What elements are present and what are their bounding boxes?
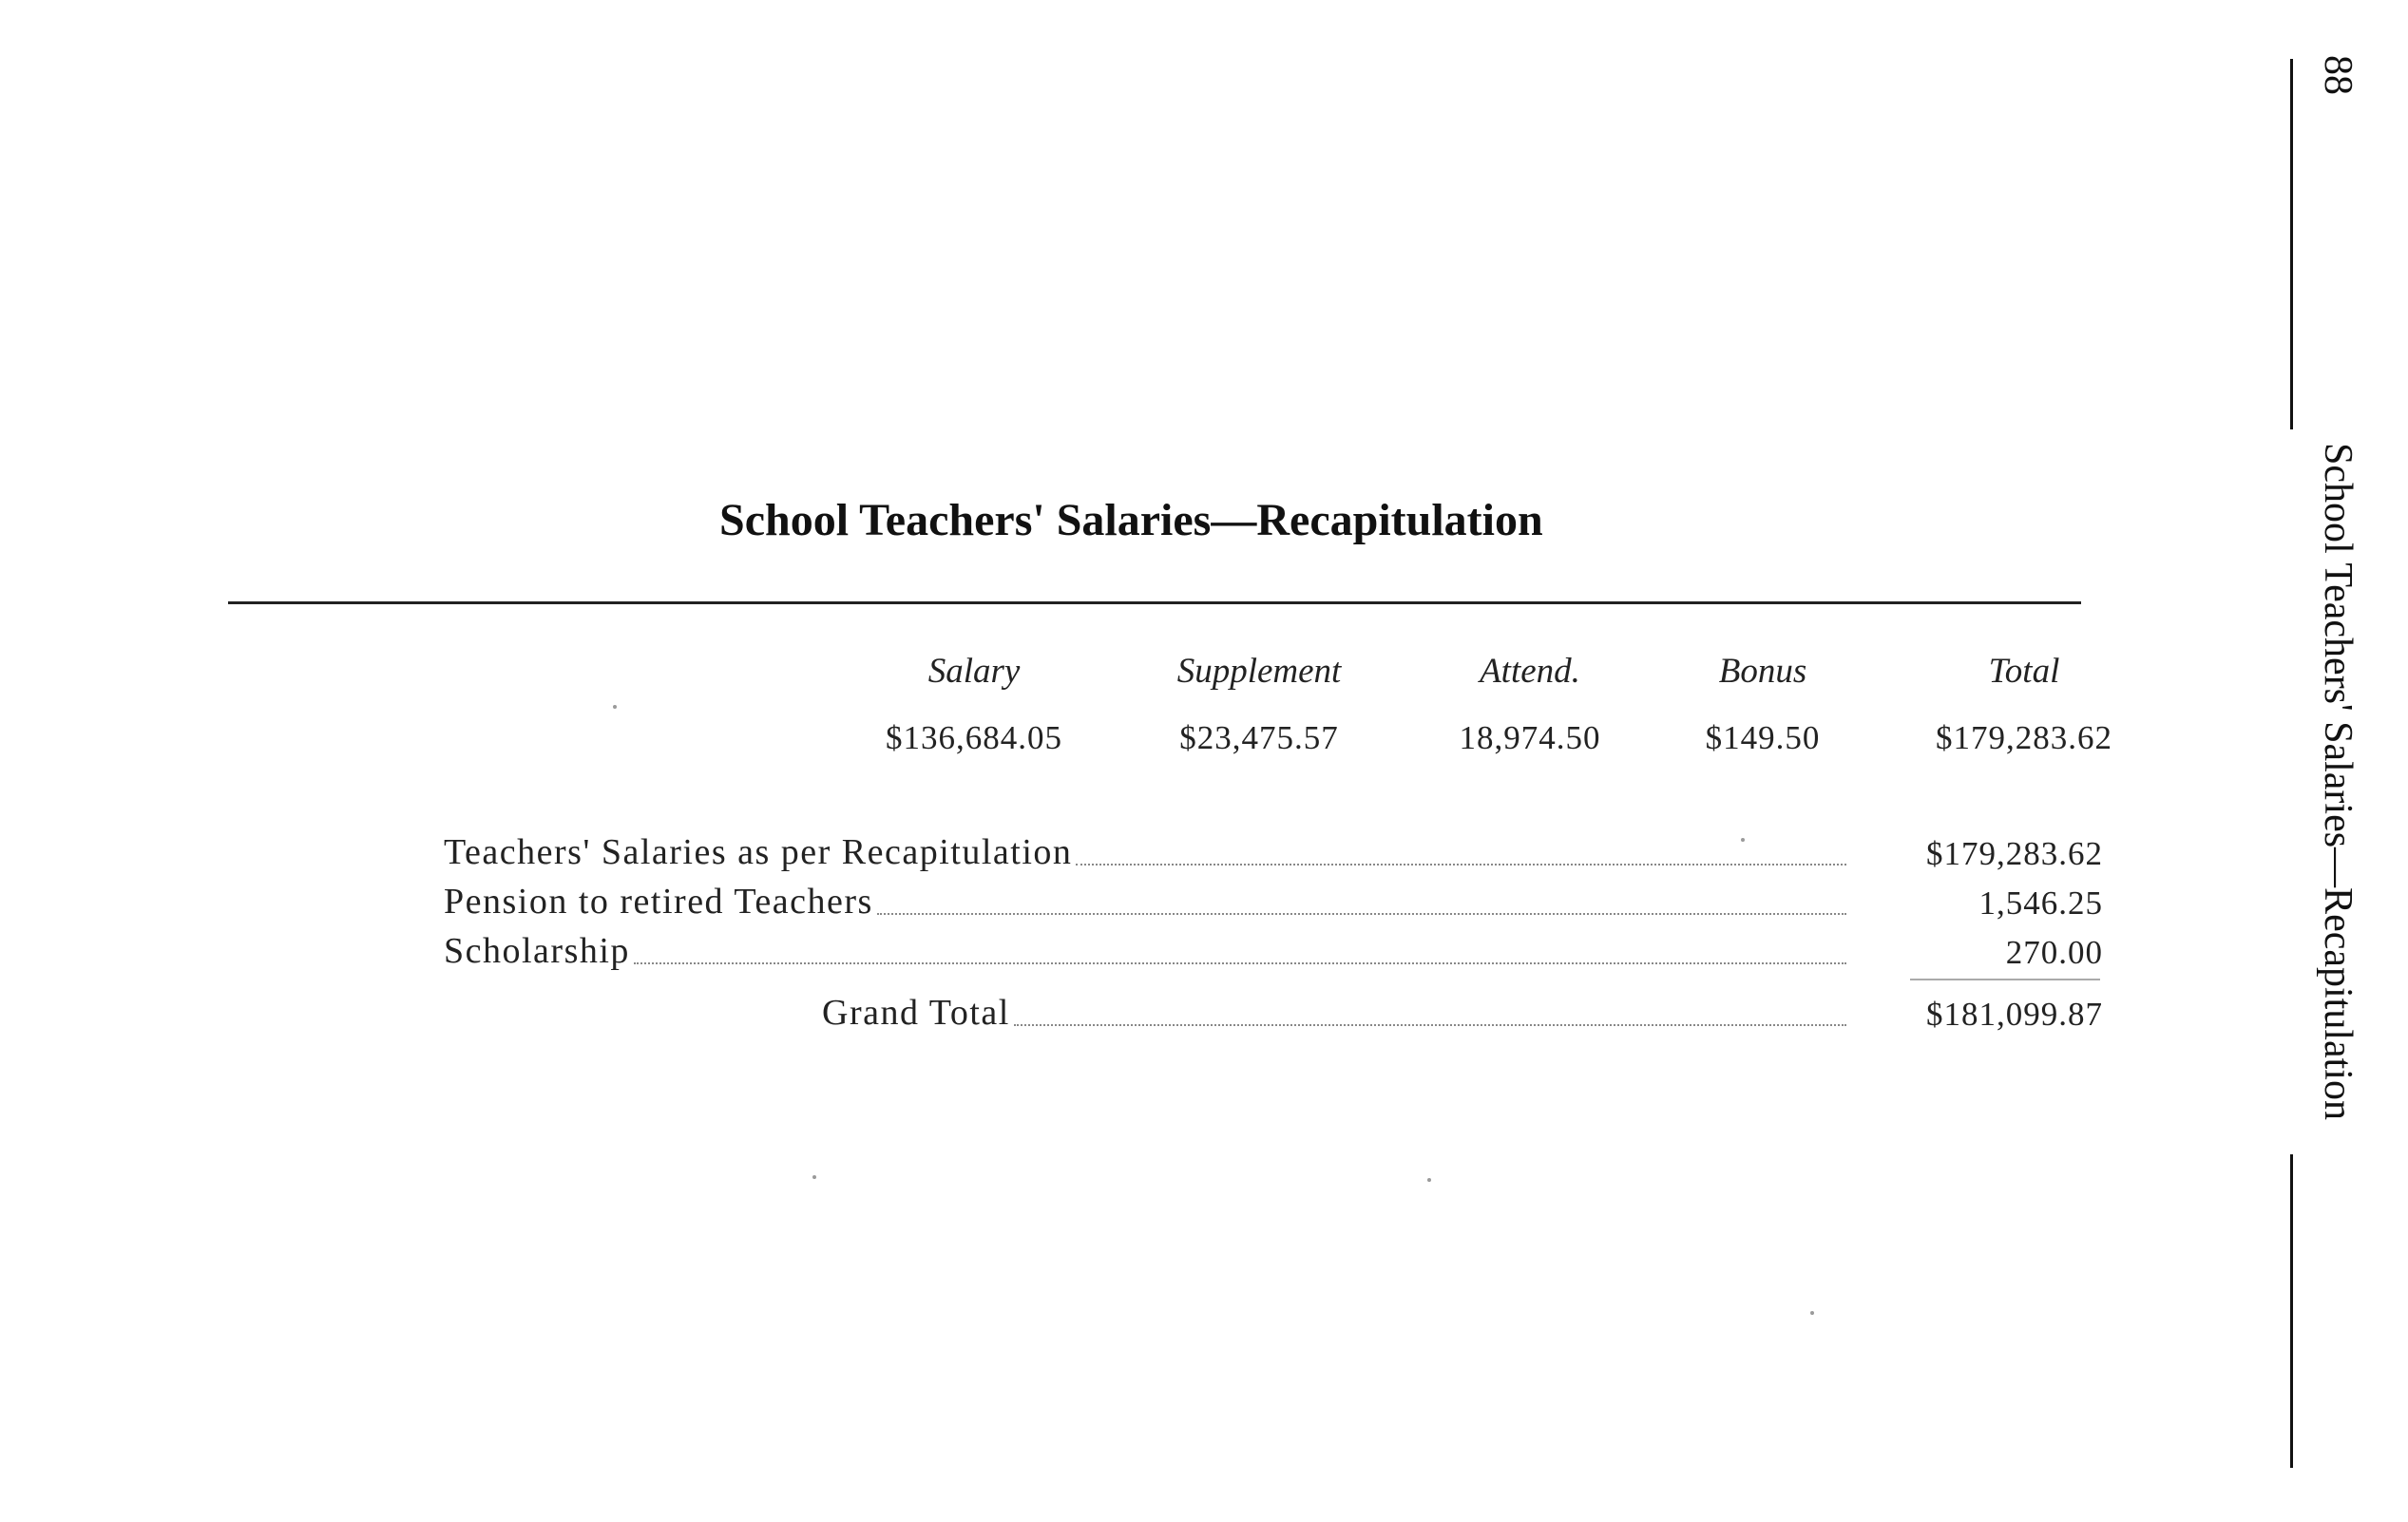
column-header-salary: Salary xyxy=(927,652,1021,691)
ledger-row-pension xyxy=(444,879,2103,923)
value-bonus: $149.50 xyxy=(1705,719,1821,756)
ledger-label: Scholarship xyxy=(444,931,630,971)
column-header-attend: Attend. xyxy=(1480,652,1580,691)
leader-dots xyxy=(877,913,1846,915)
print-speck xyxy=(1741,838,1745,842)
leader-dots xyxy=(1014,1024,1846,1026)
margin-rule-bottom xyxy=(2290,1154,2293,1468)
value-total: $179,283.62 xyxy=(1936,719,2112,756)
column-header-supplement: Supplement xyxy=(1176,652,1342,691)
margin-rule-top xyxy=(2290,59,2293,429)
title-rule xyxy=(228,601,2081,604)
ledger-label: Teachers' Salaries as per Recapitulation xyxy=(444,832,1073,872)
ledger-row-grand-total xyxy=(822,990,2103,1034)
ledger-row-scholarship xyxy=(444,928,2103,972)
print-speck xyxy=(613,705,617,709)
value-attend: 18,974.50 xyxy=(1459,719,1601,756)
page-number: 88 xyxy=(2316,55,2360,95)
page-title: School Teachers' Salaries—Recapitulation xyxy=(719,495,1543,545)
ledger-label: Pension to retired Teachers xyxy=(444,882,873,922)
print-speck xyxy=(812,1175,816,1179)
ledger-amount: $179,283.62 xyxy=(1926,835,2103,872)
leader-dots xyxy=(634,962,1846,964)
running-head: School Teachers' Salaries—Recapitulation xyxy=(2316,443,2360,1120)
sum-rule xyxy=(1910,979,2100,980)
value-salary: $136,684.05 xyxy=(886,719,1062,756)
leader-dots xyxy=(1076,864,1846,866)
print-speck xyxy=(1427,1178,1431,1182)
grand-total-amount: $181,099.87 xyxy=(1926,996,2103,1033)
grand-total-label: Grand Total xyxy=(822,993,1010,1033)
ledger-row-salaries xyxy=(444,829,2103,873)
print-speck xyxy=(1810,1311,1814,1315)
ledger-amount: 1,546.25 xyxy=(1978,885,2103,922)
ledger-amount: 270.00 xyxy=(2005,934,2103,971)
value-supplement: $23,475.57 xyxy=(1179,719,1339,756)
column-header-total: Total xyxy=(1988,652,2060,691)
column-header-bonus: Bonus xyxy=(1718,652,1807,691)
